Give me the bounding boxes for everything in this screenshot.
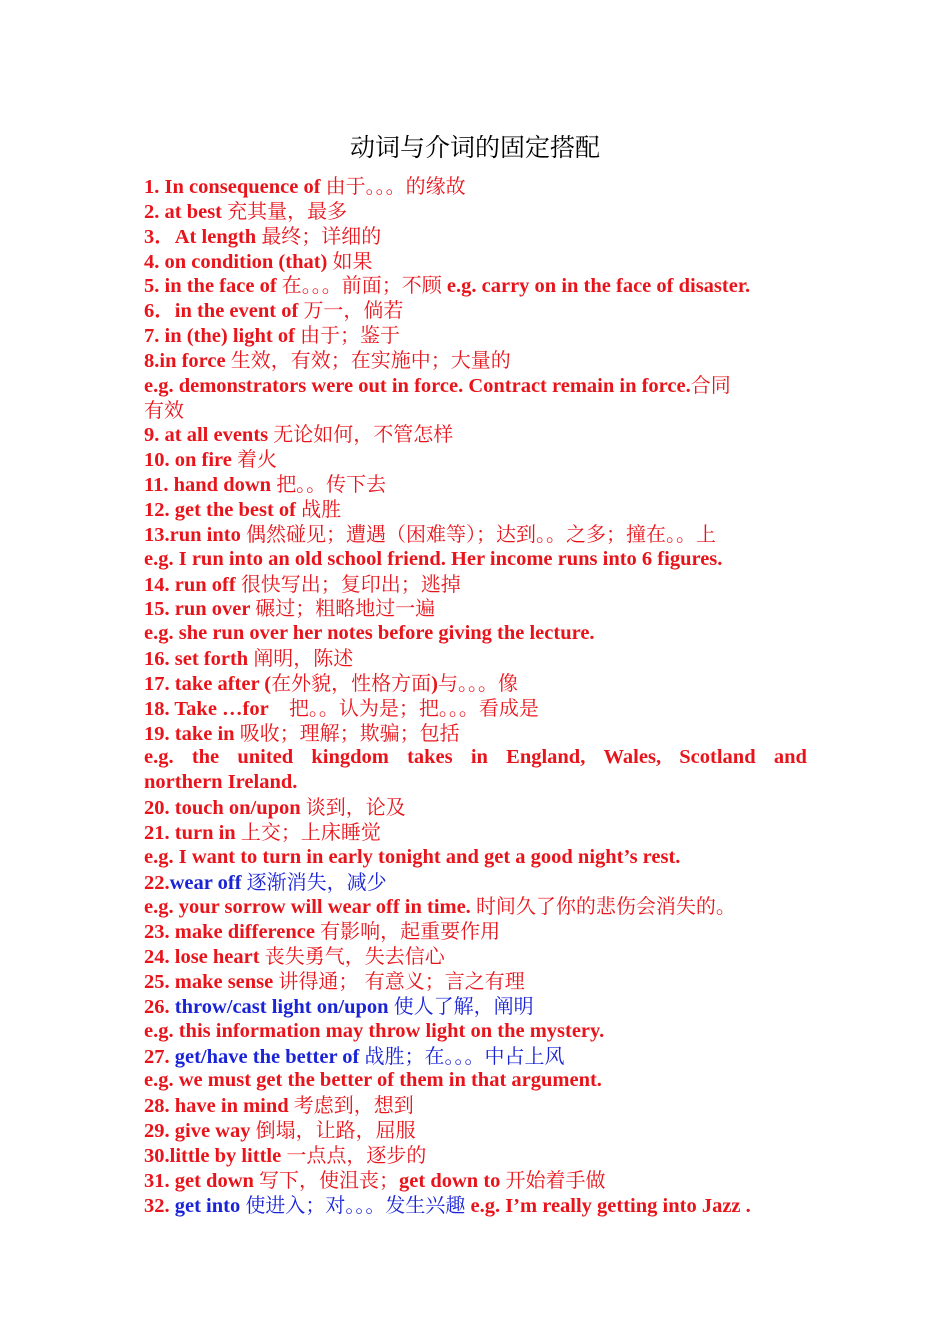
list-item xyxy=(144,422,807,447)
example-en: e.g. demonstrators were out in force. Contract remain in force. xyxy=(144,374,691,397)
list-item xyxy=(144,472,807,497)
phrase-cn: 与。。。像 xyxy=(437,670,518,695)
phrase-en: ) xyxy=(431,672,438,695)
example-en: e.g. I run into an old school friend. Her income runs into 6 figures. xyxy=(144,547,723,570)
phrase-cn: 生效，有效；在实施中；大量的 xyxy=(230,347,511,372)
phrase-cn: 考虑到，想到 xyxy=(293,1093,414,1118)
phrase-en: get/have the better of xyxy=(174,1045,365,1068)
list-item xyxy=(144,497,807,522)
phrase-en: 5. in the face of xyxy=(144,275,282,298)
list-item xyxy=(144,199,807,224)
word: Scotland xyxy=(679,746,756,769)
example-en: e.g. she run over her notes before giving the lecture. xyxy=(144,622,595,645)
example-en: e.g. I want to turn in early tonight and get a good night’s rest. xyxy=(144,845,681,868)
example-en: e.g. I’m really getting into Jazz . xyxy=(465,1194,751,1217)
phrase-en: 19. take in xyxy=(144,722,240,745)
example-line xyxy=(144,621,807,646)
list-item xyxy=(144,224,807,249)
phrase-en: 13.run into xyxy=(144,523,246,546)
word: e.g. xyxy=(144,746,174,769)
example-line xyxy=(144,547,807,572)
phrase-en: 8.in force xyxy=(144,349,231,372)
phrase-en: 7. in (the) light of xyxy=(144,325,301,348)
phrase-en: 2. at best xyxy=(144,200,228,223)
list-item xyxy=(144,1093,807,1118)
list-item xyxy=(144,1118,807,1143)
phrase-cn: 谈到，论及 xyxy=(305,795,406,820)
list-item xyxy=(144,795,807,820)
phrase-en: 9. at all events xyxy=(144,424,274,447)
phrase-cn: 战胜 xyxy=(301,496,342,521)
example-cn: 合同 xyxy=(690,372,731,397)
phrase-en: 25. make sense xyxy=(144,971,279,993)
word: takes xyxy=(407,746,453,769)
phrase-cn: 碾过；粗略地过一遍 xyxy=(255,596,436,621)
phrase-cn: 开始着手做 xyxy=(505,1167,606,1192)
example-en: e.g. your sorrow will wear off in time. xyxy=(144,896,476,919)
word: united xyxy=(237,746,294,769)
phrase-cn: 把。。传下去 xyxy=(276,472,387,497)
phrase-en: 17. take after ( xyxy=(144,672,272,695)
example-en: e.g. carry on in the face of disaster. xyxy=(441,275,751,298)
phrase-cn: 如果 xyxy=(332,248,373,273)
phrase-en: 21. turn in xyxy=(144,821,241,844)
list-item xyxy=(144,721,807,746)
word: the xyxy=(191,746,220,769)
phrase-number: 32. xyxy=(144,1194,175,1217)
example-line xyxy=(144,398,807,423)
phrase-en: get down to xyxy=(399,1169,506,1192)
phrase-en: get into xyxy=(174,1194,246,1217)
phrase-cn: 在外貌，性格方面 xyxy=(271,670,432,695)
phrase-list xyxy=(144,174,807,1217)
example-cn: 有效 xyxy=(144,397,184,422)
list-item xyxy=(144,994,807,1019)
phrase-en: 18. Take …for xyxy=(144,697,289,720)
phrase-cn: 写下，使沮丧； xyxy=(259,1167,400,1192)
list-item xyxy=(144,596,807,621)
list-item xyxy=(144,1044,807,1069)
phrase-en: 4. on condition (that) xyxy=(144,250,333,273)
example-line xyxy=(144,1068,807,1093)
phrase-en: 28. have in mind xyxy=(144,1095,294,1118)
example-line xyxy=(144,770,807,795)
phrase-cn: 由于；鉴于 xyxy=(300,323,401,348)
list-item xyxy=(144,870,807,895)
example-line xyxy=(144,745,807,770)
phrase-en: 23. make difference xyxy=(144,921,321,944)
list-item xyxy=(144,646,807,671)
list-item xyxy=(144,323,807,348)
phrase-en: 15. run over xyxy=(144,598,256,621)
phrase-en: 6．in the event of xyxy=(144,300,304,323)
list-item xyxy=(144,1168,807,1193)
phrase-number: 27. xyxy=(144,1045,175,1068)
phrase-en: 20. touch on/upon xyxy=(144,797,306,820)
list-item xyxy=(144,348,807,373)
phrase-en: 29. give way xyxy=(144,1120,256,1143)
example-line xyxy=(144,1019,807,1044)
example-en: e.g. we must get the better of them in that argument. xyxy=(144,1069,602,1092)
word: and xyxy=(773,746,807,769)
list-item xyxy=(144,969,807,994)
phrase-cn: 万一，倘若 xyxy=(303,298,404,323)
phrase-en: throw/cast light on/upon xyxy=(174,995,394,1018)
phrase-en: 31. get down xyxy=(144,1169,260,1192)
phrase-en: 3．At length xyxy=(144,225,262,248)
phrase-cn: 把。。认为是；把。。。看成是 xyxy=(288,695,539,720)
phrase-cn: 倒塌，让路，屈服 xyxy=(255,1118,416,1143)
word: kingdom xyxy=(311,746,389,769)
list-item xyxy=(144,919,807,944)
phrase-cn: 着火 xyxy=(237,447,278,472)
phrase-cn: 无论如何，不管怎样 xyxy=(273,422,454,447)
phrase-cn: 由于。。。的缘故 xyxy=(325,174,466,198)
example-en: e.g. this information may throw light on the mystery. xyxy=(144,1019,605,1042)
phrase-cn: 吸收；理解；欺骗；包括 xyxy=(239,720,460,745)
phrase-en: 1. In consequence of xyxy=(144,176,326,198)
list-item xyxy=(144,249,807,274)
example-line xyxy=(144,894,807,919)
phrase-en: 16. set forth xyxy=(144,648,254,671)
phrase-cn: 战胜；在。。。中占上风 xyxy=(364,1043,565,1068)
list-item xyxy=(144,522,807,547)
phrase-en: 12. get the best of xyxy=(144,498,302,521)
list-item xyxy=(144,174,807,199)
phrase-cn: 很快写出；复印出；逃掉 xyxy=(240,571,461,596)
list-item xyxy=(144,273,807,298)
list-item xyxy=(144,944,807,969)
phrase-number: 22. xyxy=(144,871,170,894)
list-item xyxy=(144,1143,807,1168)
phrase-cn: 讲得通； 有意义；言之有理 xyxy=(278,969,525,993)
phrase-cn: 丧失勇气，失去信心 xyxy=(264,944,445,969)
phrase-en: 10. on fire xyxy=(144,449,238,472)
list-item xyxy=(144,820,807,845)
list-item xyxy=(144,696,807,721)
word: Wales, xyxy=(603,746,662,769)
phrase-en: 30.little by little xyxy=(144,1144,287,1167)
phrase-en: 24. lose heart xyxy=(144,946,265,969)
phrase-cn: 使进入；对。。。发生兴趣 xyxy=(245,1192,466,1217)
phrase-cn: 上交；上床睡觉 xyxy=(240,819,381,844)
phrase-cn: 一点点，逐步的 xyxy=(286,1142,427,1167)
list-item xyxy=(144,1193,807,1218)
list-item xyxy=(144,298,807,323)
phrase-cn: 在。。。前面；不顾 xyxy=(281,273,442,298)
phrase-cn: 阐明，陈述 xyxy=(253,646,354,671)
list-item xyxy=(144,671,807,696)
phrase-cn: 最终；详细的 xyxy=(261,223,382,248)
list-item xyxy=(144,572,807,597)
phrase-cn: 逐渐消失，减少 xyxy=(246,869,387,894)
list-item xyxy=(144,447,807,472)
phrase-en: 14. run off xyxy=(144,573,241,596)
phrase-cn: 充其量，最多 xyxy=(227,198,348,223)
word: in xyxy=(470,746,488,769)
phrase-cn: 使人了解，阐明 xyxy=(393,993,534,1018)
phrase-en: wear off xyxy=(169,871,247,894)
page-title: 动词与介词的固定搭配 xyxy=(349,133,600,162)
example-cn: 时间久了你的悲伤会消失的。 xyxy=(475,894,736,919)
phrase-cn: 有影响，起重要作用 xyxy=(320,919,501,944)
example-line xyxy=(144,845,807,870)
phrase-en: 11. hand down xyxy=(144,474,277,497)
example-en: northern Ireland. xyxy=(144,771,298,794)
word: England, xyxy=(506,746,586,769)
example-line xyxy=(144,373,807,398)
phrase-number: 26. xyxy=(144,995,175,1018)
phrase-cn: 偶然碰见；遭遇（困难等）；达到。。之多；撞在。。上 xyxy=(245,521,716,546)
